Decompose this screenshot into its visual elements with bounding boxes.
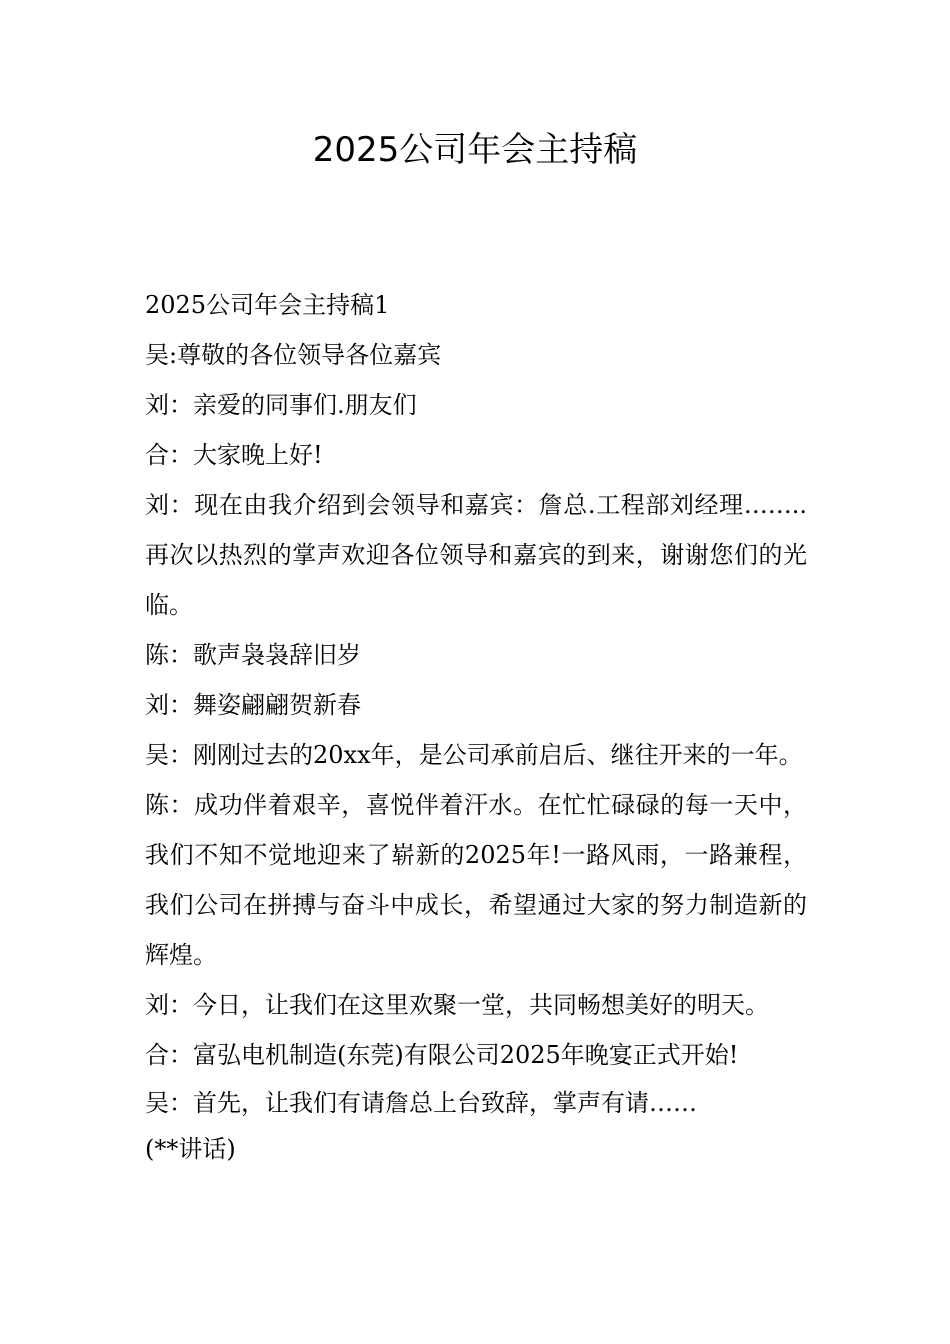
paragraph: 合：富弘电机制造(东莞)有限公司2025年晚宴正式开始!	[145, 1041, 739, 1069]
paragraph: 刘：舞姿翩翩贺新春	[145, 691, 361, 719]
paragraph: 陈：成功伴着艰辛，喜悦伴着汗水。在忙忙碌碌的每一天中，我们不知不觉地迎来了崭新的2025年!一路风雨，一路兼程，我们公司在拼搏与奋斗中成长，希望通过大家的努力制造新的辉煌。	[145, 791, 807, 969]
paragraph: 刘：亲爱的同事们.朋友们	[145, 391, 417, 419]
paragraph: 刘：今日，让我们在这里欢聚一堂，共同畅想美好的明天。	[145, 991, 769, 1019]
paragraph: 陈：歌声袅袅辞旧岁	[145, 641, 361, 669]
document-title: 2025公司年会主持稿	[312, 130, 638, 170]
section-heading: 2025公司年会主持稿1	[145, 291, 390, 319]
paragraph: 吴:尊敬的各位领导各位嘉宾	[145, 341, 442, 369]
paragraph: (**讲话)	[145, 1135, 236, 1163]
paragraph: 吴：首先，让我们有请詹总上台致辞，掌声有请……	[145, 1089, 697, 1117]
paragraph: 刘：现在由我介绍到会领导和嘉宾：詹总.工程部刘经理……..再次以热烈的掌声欢迎各位领导和嘉宾的到来，谢谢您们的光临。	[145, 491, 807, 619]
paragraph: 合：大家晚上好!	[145, 441, 323, 469]
paragraph: 吴：刚刚过去的20xx年，是公司承前启后、继往开来的一年。	[145, 741, 803, 769]
document-body	[145, 280, 807, 1172]
